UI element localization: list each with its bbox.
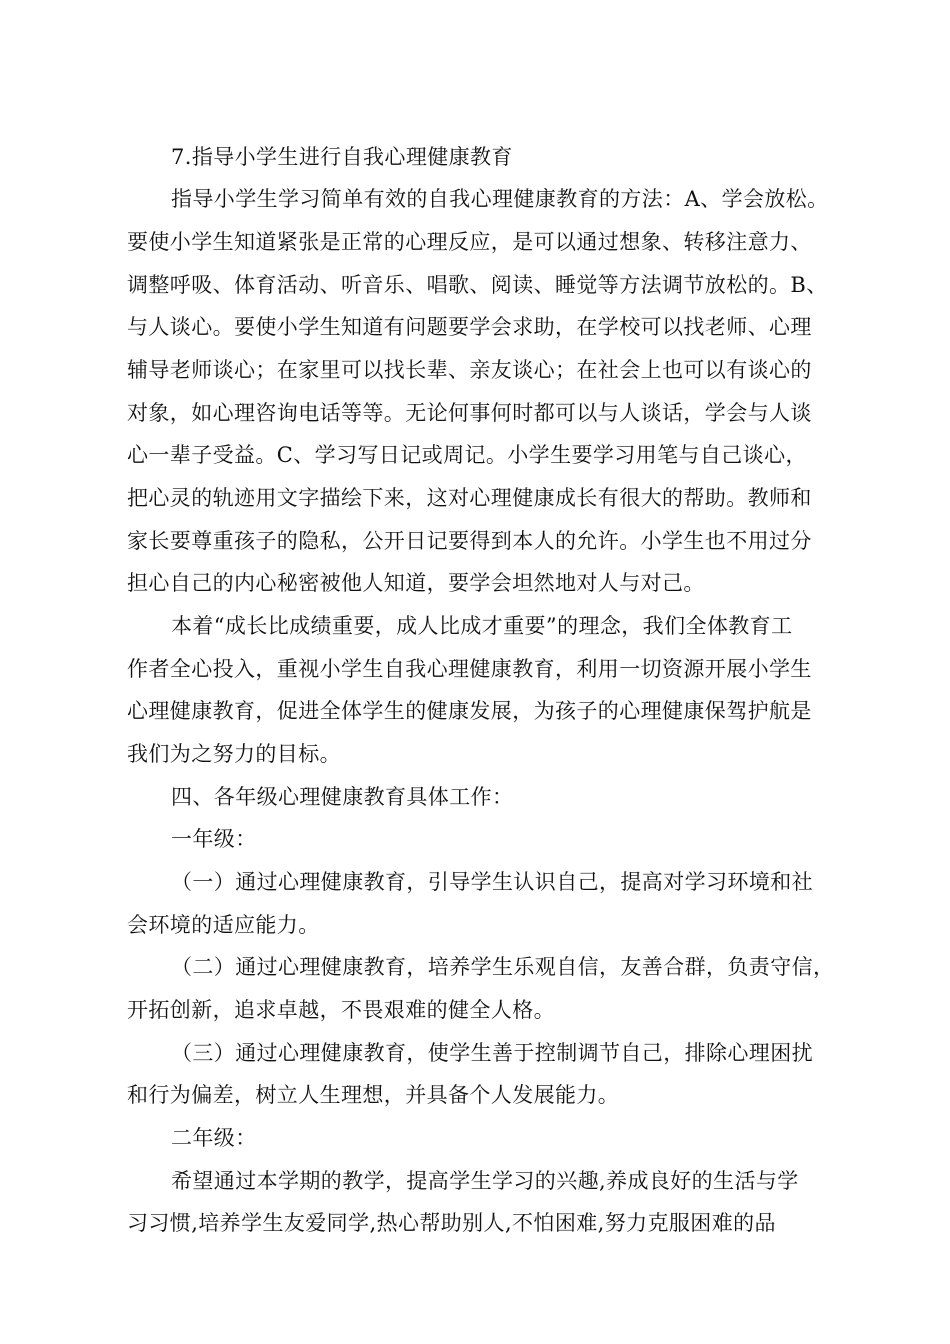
paragraph-line: 辅导老师谈心；在家里可以找长辈、亲友谈心；在社会上也可以有谈心的 — [127, 358, 812, 382]
list-item-line: 开拓创新，追求卓越，不畏艰难的健全人格。 — [127, 998, 555, 1022]
paragraph-line: 作者全心投入，重视小学生自我心理健康教育，利用一切资源开展小学生 — [127, 657, 812, 681]
paragraph-line: 要使小学生知道紧张是正常的心理反应，是可以通过想象、转移注意力、 — [127, 230, 812, 254]
paragraph-line: 指导小学生学习简单有效的自我心理健康教育的方法：A、学会放松。 — [171, 187, 829, 211]
list-item-line: （三）通过心理健康教育，使学生善于控制调节自己，排除心理困扰 — [171, 1041, 813, 1065]
grade-heading-2: 二年级： — [171, 1126, 257, 1150]
list-item-line: （一）通过心理健康教育，引导学生认识自己，提高对学习环境和社 — [171, 870, 813, 894]
grade-heading-1: 一年级： — [171, 827, 257, 851]
section-heading-4: 四、各年级心理健康教育具体工作： — [171, 785, 514, 809]
list-item-line: （二）通过心理健康教育，培养学生乐观自信，友善合群，负责守信， — [171, 955, 835, 979]
section-heading-7: 7.指导小学生进行自我心理健康教育 — [171, 145, 513, 169]
paragraph-line: 我们为之努力的目标。 — [127, 742, 341, 766]
paragraph-line: 习习惯,培养学生友爱同学,热心帮助别人,不怕困难,努力克服困难的品 — [127, 1211, 776, 1235]
paragraph-line: 担心自己的内心秘密被他人知道，要学会坦然地对人与对己。 — [127, 571, 705, 595]
list-item-line: 会环境的适应能力。 — [127, 913, 320, 937]
paragraph-line: 调整呼吸、体育活动、听音乐、唱歌、阅读、睡觉等方法调节放松的。B、 — [127, 273, 828, 297]
paragraph-line: 把心灵的轨迹用文字描绘下来，这对心理健康成长有很大的帮助。教师和 — [127, 486, 812, 510]
paragraph-line: 希望通过本学期的教学，提高学生学习的兴趣,养成良好的生活与学 — [171, 1169, 799, 1193]
paragraph-line: 与人谈心。要使小学生知道有问题要学会求助，在学校可以找老师、心理 — [127, 315, 812, 339]
paragraph-line: 心理健康教育，促进全体学生的健康发展，为孩子的心理健康保驾护航是 — [127, 699, 812, 723]
paragraph-line: 本着“成长比成绩重要，成人比成才重要”的理念，我们全体教育工 — [171, 614, 793, 638]
paragraph-line: 心一辈子受益。C、学习写日记或周记。小学生要学习用笔与自己谈心， — [127, 443, 807, 467]
list-item-line: 和行为偏差，树立人生理想，并具备个人发展能力。 — [127, 1083, 620, 1107]
paragraph-line: 家长要尊重孩子的隐私，公开日记要得到本人的允许。小学生也不用过分 — [127, 529, 812, 553]
paragraph-line: 对象，如心理咨询电话等等。无论何事何时都可以与人谈话，学会与人谈 — [127, 401, 812, 425]
